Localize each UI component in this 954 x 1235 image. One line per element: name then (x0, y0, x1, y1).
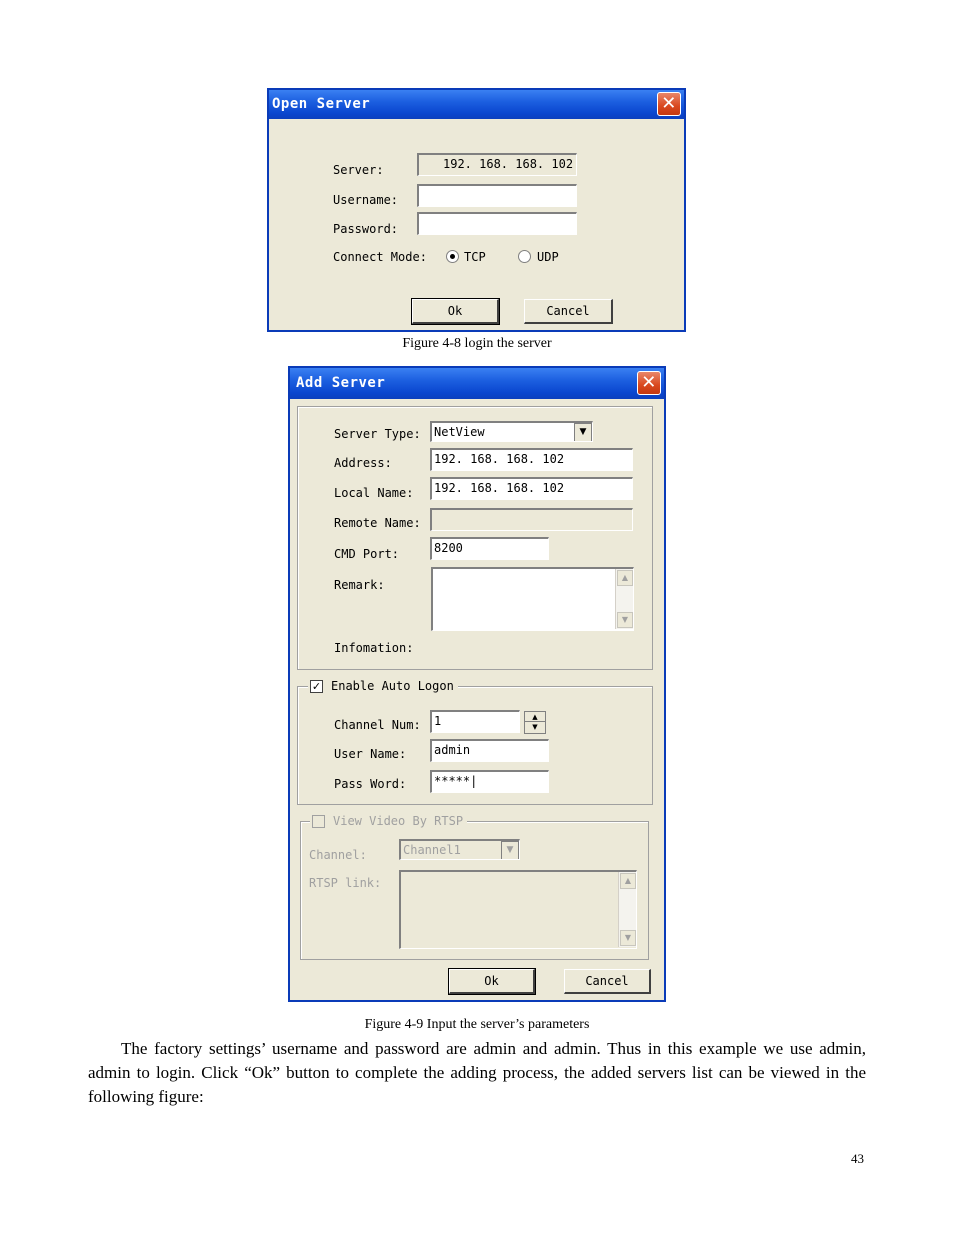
scroll-up-icon[interactable]: ▲ (617, 570, 633, 586)
scroll-down-icon: ▼ (620, 930, 636, 946)
pass-word-label: Pass Word: (334, 777, 407, 791)
pass-word-field[interactable]: *****| (430, 770, 549, 793)
rtsp-label: View Video By RTSP (333, 814, 464, 829)
udp-label: UDP (537, 250, 559, 264)
server-type-select[interactable] (430, 421, 593, 442)
remark-textarea[interactable] (431, 567, 634, 631)
remark-scrollbar[interactable] (615, 569, 633, 629)
close-icon[interactable]: ✕ (637, 371, 661, 395)
open-server-dialog (267, 88, 686, 332)
rtsp-link-label: RTSP link: (309, 876, 382, 890)
rtsp-link-textarea (399, 870, 637, 949)
user-name-field[interactable]: admin (430, 739, 549, 762)
username-field[interactable] (417, 184, 577, 207)
password-field[interactable] (417, 212, 577, 235)
channel-value: Channel1 (403, 843, 461, 857)
udp-radio[interactable] (518, 250, 531, 263)
scroll-down-icon[interactable]: ▼ (617, 612, 633, 628)
figure-caption-4-9: Figure 4-9 Input the server’s parameters (364, 1017, 590, 1032)
local-name-field[interactable]: 192. 168. 168. 102 (430, 477, 633, 500)
cancel-button[interactable]: Cancel (564, 969, 651, 994)
tcp-label: TCP (464, 250, 486, 264)
rtsp-legend (310, 812, 467, 830)
channel-num-spinner[interactable] (524, 711, 546, 734)
information-label: Infomation: (334, 641, 414, 655)
user-name-label: User Name: (334, 747, 407, 761)
figure-caption-4-8: Figure 4-8 login the server (402, 336, 552, 351)
auto-logon-label: Enable Auto Logon (331, 679, 454, 694)
paragraph-text: The factory settings’ username and password are admin and admin. Thus in this example we use admin, admin to login. Click “Ok” button to complete the adding process, the added servers list can be viewed in the following figure: (88, 1039, 866, 1106)
channel-num-label: Channel Num: (334, 718, 421, 732)
chevron-down-icon[interactable]: ▼ (574, 423, 592, 442)
ok-button[interactable]: Ok (412, 299, 499, 324)
address-field[interactable]: 192. 168. 168. 102 (430, 448, 633, 471)
password-label: Password: (333, 222, 399, 236)
server-field: 192. 168. 168. 102 (417, 153, 577, 176)
username-label: Username: (333, 193, 399, 207)
add-server-dialog (288, 366, 666, 1002)
server-type-value: NetView (434, 425, 485, 439)
channel-label: Channel: (309, 848, 367, 862)
ok-button[interactable]: Ok (449, 969, 535, 994)
remote-name-field (430, 508, 633, 531)
server-type-label: Server Type: (334, 427, 421, 441)
address-label: Address: (334, 456, 392, 470)
open-server-title: Open Server (272, 96, 371, 112)
scroll-up-icon: ▲ (620, 873, 636, 889)
server-label: Server: (333, 163, 384, 177)
channel-select (399, 839, 520, 860)
remark-label: Remark: (334, 578, 385, 592)
rtsp-checkbox[interactable] (312, 815, 325, 828)
open-server-titlebar[interactable] (269, 90, 684, 119)
remote-name-label: Remote Name: (334, 516, 421, 530)
spin-down-icon[interactable]: ▼ (532, 723, 538, 731)
chevron-down-icon: ▼ (501, 841, 519, 860)
cmd-port-label: CMD Port: (334, 547, 400, 561)
close-icon[interactable]: ✕ (657, 92, 681, 116)
spin-up-icon[interactable]: ▲ (525, 712, 545, 722)
body-paragraph (88, 1037, 866, 1109)
cancel-button[interactable]: Cancel (524, 299, 613, 324)
rtsp-link-scrollbar (618, 872, 636, 947)
cmd-port-field[interactable]: 8200 (430, 537, 549, 560)
auto-logon-legend (308, 677, 458, 695)
add-server-title: Add Server (296, 375, 386, 391)
channel-num-field[interactable]: 1 (430, 710, 520, 733)
local-name-label: Local Name: (334, 486, 414, 500)
page-number: 43 (851, 1151, 864, 1166)
connect-mode-label: Connect Mode: (333, 250, 427, 264)
add-server-titlebar[interactable] (290, 368, 664, 399)
auto-logon-checkbox[interactable]: ✓ (311, 679, 322, 693)
tcp-radio[interactable] (446, 250, 459, 263)
